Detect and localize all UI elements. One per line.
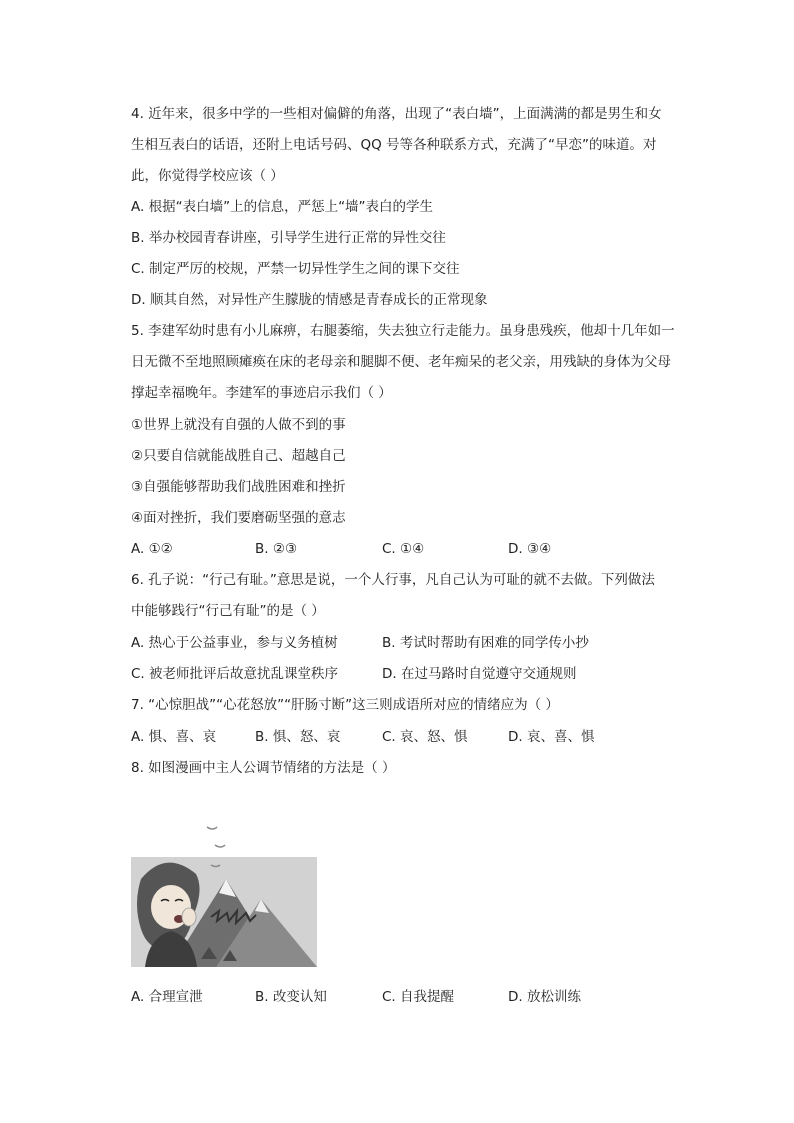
q5-statement-1: ①世界上就没有自强的人做不到的事: [131, 417, 346, 433]
girl-hand: [182, 908, 196, 926]
q5-stem-line-2: 日无微不至地照顾瘫痪在床的老母亲和腿脚不便、老年痴呆的老父亲，用残缺的身体为父母: [131, 354, 671, 370]
cartoon-illustration: [131, 819, 317, 967]
q7-option-a: A. 惧、喜、哀: [131, 729, 217, 745]
q8-option-d: D. 放松训练: [508, 989, 581, 1005]
q7-stem: 7. “心惊胆战”“心花怒放”“肝肠寸断”这三则成语所对应的情绪应为（ ）: [131, 697, 559, 713]
q8-option-a: A. 合理宣泄: [131, 989, 203, 1005]
q5-option-c: C. ①④: [382, 541, 425, 557]
q4-stem-line-1: 4. 近年来，很多中学的一些相对偏僻的角落，出现了“表白墙”，上面满满的都是男生和女: [131, 106, 662, 122]
q4-option-b: B. 举办校园青春讲座，引导学生进行正常的异性交往: [131, 230, 446, 246]
q8-option-b: B. 改变认知: [255, 989, 327, 1005]
q5-option-a: A. ①②: [131, 541, 173, 557]
q7-option-b: B. 惧、怒、哀: [255, 729, 341, 745]
q5-statement-4: ④面对挫折，我们要磨砺坚强的意志: [131, 510, 346, 526]
q5-option-d: D. ③④: [508, 541, 552, 557]
q6-option-c: C. 被老师批评后故意扰乱课堂秩序: [131, 666, 339, 682]
q6-stem-line-2: 中能够践行“行己有耻”的是（ ）: [131, 603, 325, 619]
q5-statement-3: ③自强能够帮助我们战胜困难和挫折: [131, 479, 346, 495]
q4-option-d: D. 顺其自然，对异性产生朦胧的情感是青春成长的正常现象: [131, 292, 488, 308]
q8-option-c: C. 自我提醒: [382, 989, 455, 1005]
q5-stem-line-1: 5. 李建军幼时患有小儿麻痹，右腿萎缩，失去独立行走能力。虽身患残疾，他却十几年如一: [131, 323, 675, 339]
q5-stem-line-3: 撑起幸福晚年。李建军的事迹启示我们（ ）: [131, 385, 392, 401]
q6-option-b: B. 考试时帮助有困难的同学传小抄: [382, 635, 589, 651]
q5-option-b: B. ②③: [255, 541, 298, 557]
q4-option-c: C. 制定严厉的校规，严禁一切异性学生之间的课下交往: [131, 261, 460, 277]
q6-option-d: D. 在过马路时自觉遵守交通规则: [382, 666, 577, 682]
q8-stem: 8. 如图漫画中主人公调节情绪的方法是（ ）: [131, 760, 396, 776]
q7-option-d: D. 哀、喜、惧: [508, 729, 595, 745]
q6-option-a: A. 热心于公益事业，参与义务植树: [131, 635, 338, 651]
q4-stem-line-2: 生相互表白的话语，还附上电话号码、QQ 号等各种联系方式，充满了“早恋”的味道。对: [131, 137, 657, 153]
q5-statement-2: ②只要自信就能战胜自己、超越自己: [131, 448, 346, 464]
q7-option-c: C. 哀、怒、惧: [382, 729, 468, 745]
q6-stem-line-1: 6. 孔子说：“行己有耻。”意思是说，一个人行事，凡自己认为可耻的就不去做。下列做法: [131, 572, 655, 588]
q4-stem-line-3: 此，你觉得学校应该（ ）: [131, 168, 284, 184]
q4-option-a: A. 根据“表白墙”上的信息，严惩上“墙”表白的学生: [131, 199, 434, 215]
